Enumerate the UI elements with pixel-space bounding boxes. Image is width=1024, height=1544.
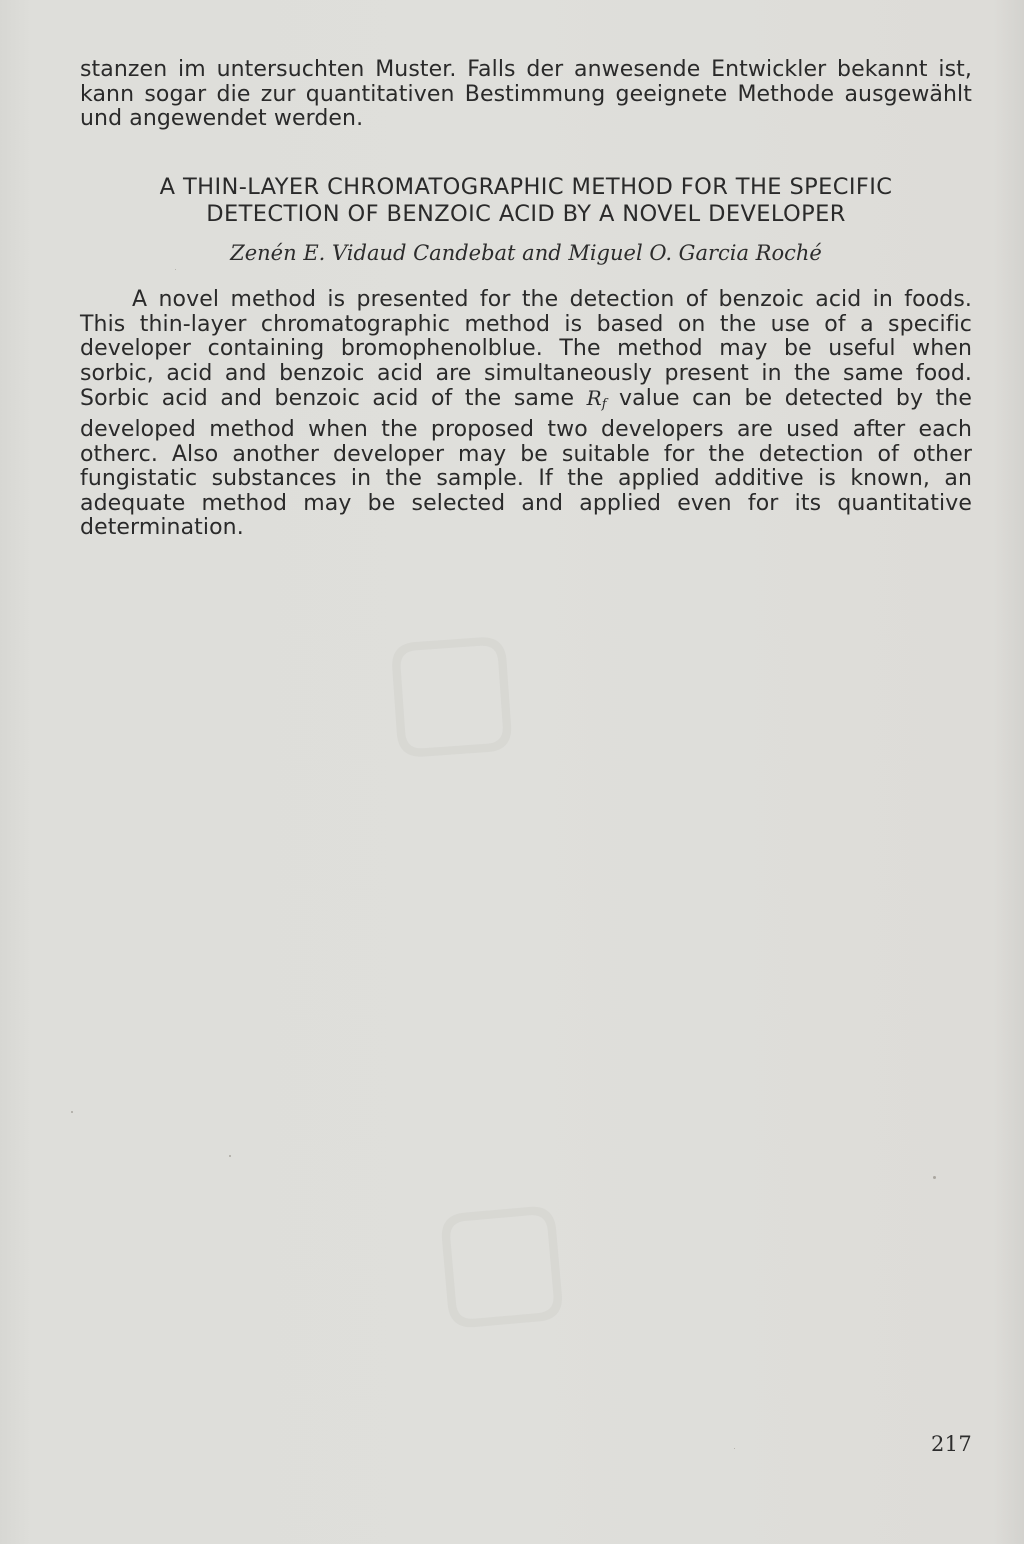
article-title (80, 174, 972, 228)
faint-background-mark: ▢ (422, 1162, 580, 1348)
continued-paragraph: stanzen im untersuchten Muster. Falls der anwesende Entwickler bekannt ist, kann sogar die zur quantitativen Bestimmung geeignete Methode ausgewählt und angewendet werden. (80, 57, 972, 132)
paper-speck (734, 1448, 735, 1449)
article-title-line-2: DETECTION OF BENZOIC ACID BY A NOVEL DEVELOPER (206, 201, 846, 227)
rf-value-symbol (586, 386, 607, 413)
paper-speck (229, 1155, 231, 1157)
page-number: 217 (931, 1432, 972, 1456)
article-authors: Zenén E. Vidaud Candebat and Miguel O. Garcia Roché (230, 241, 822, 265)
faint-background-mark: ▢ (374, 593, 528, 777)
abstract-text-part-1: A novel method is presented for the detection of benzoic acid in foods. This thin-layer chromatographic method is based on the use of a specific developer containing bromophenolblue. The method may be useful when sorbic, acid and benzoic acid are simultaneously present in the same food. Sorbic acid and benzoic acid of the same (80, 287, 972, 412)
abstract-text-part-2: value can be detected by the developed method when the proposed two developers are used after each otherc. Also another developer may be suitable for the detection of other fungistatic substances in the sample. If the applied additive is known, an adequate method may be selected and applied even for its quantitative determination. (80, 386, 972, 541)
rf-symbol: R (586, 386, 602, 411)
rf-subscript: f (601, 397, 607, 413)
paper-speck (933, 1176, 936, 1179)
abstract-paragraph (80, 288, 972, 541)
paper-speck (175, 269, 176, 270)
paper-speck (71, 1111, 73, 1113)
article-title-line-1: A THIN-LAYER CHROMATOGRAPHIC METHOD FOR THE SPECIFIC (159, 174, 893, 200)
